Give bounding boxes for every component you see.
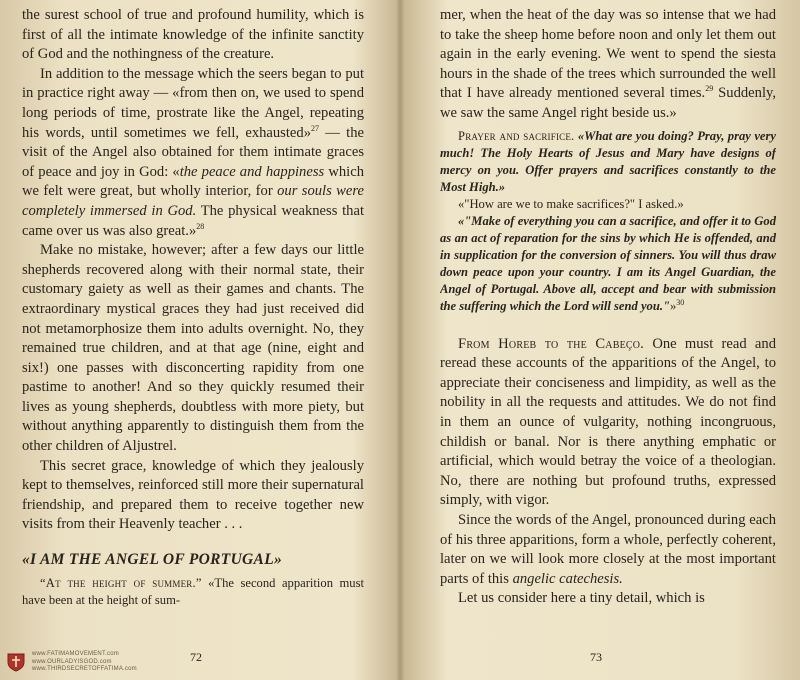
small-caps-lead: “At the height of summer.” [40,576,202,591]
footer-url[interactable]: www.OURLADYISGOD.com [32,658,112,665]
footer-url[interactable]: www.THIRDSECRETOFFATIMA.com [32,666,137,672]
paragraph [440,511,776,589]
paragraph: This secret grace, knowledge of which they jealously kept to themselves, reinforced still more their supernatural friendship, and prepared them to receive together new visits from their Heavenly teacher . . . [22,457,364,533]
paragraph: Make no mistake, however; after a few days our little shepherds recovered along with their normal state, their customary gaiety as well as their games and chants. The extraordinary mystical graces they had just received did not metamorphosize them into adults overnight. No, they remained true children, and at that age (nine, eight and six!) one passes with disconcerting rapidity from one pastime to another! And so they quickly resumed their lives as young shepherds, doubtless with more piety, but without anything apparently to distinguish them from the other children of Aljustrel. [22,242,364,455]
italic-text: our souls were completely immersed in God. [22,183,364,219]
paragraph [440,213,776,315]
text-run: One must read and reread these accounts of the apparitions of the Angel, to appreciate their conciseness and limpidity, as well as the nobility in all the requests and attitudes. We do not find in them an ounce of vulgarity, nothing incongruous, childish or banal. Nor is there anything emphatic or artificial, which would betray the voice of a theologian. No, there are nothing but profound truths, expressed simply, with vigor. [440,335,776,509]
paragraph [22,65,364,241]
small-caps-lead: Prayer and sacrifice. [458,128,575,143]
footnote-ref: 29 [705,84,714,94]
small-caps-lead: From Horeb to the Cabeço. [458,335,645,352]
paragraph [22,575,364,609]
text-run: » [669,298,677,313]
footer-url[interactable]: www.FATIMAMOVEMENT.com [32,651,119,657]
paragraph: «"How are we to make sacrifices?" I asked.» [458,196,684,211]
italic-text: the peace and happiness [179,163,325,180]
bold-italic-text: «"Make of everything you can a sacrifice, and offer it to God as an act of reparation for the sins by which He is offended, and in supplication for the conversion of sinners. You will thus draw down peace upon your country. I am its Angel Guardian, the Angel of Portugal. Above all, accept and bear with submission the suffering which the Lord will send you." [440,213,776,313]
text-run: mer, when the heat of the day was so intense that we had to take the sheep home before noon and only let them out again in the early evening. We went to spend the siesta hours in the shade of the trees which surrounded the well that I have already mentioned several times. [440,7,776,102]
text-run: Suddenly, we saw the same Angel right beside us.» [440,85,776,121]
text-run: — the visit of the Angel also obtained for them intimate graces of peace and joy in God: « [22,124,364,180]
footer-urls [32,651,137,674]
text-run: Since the words of the Angel, pronounced during each of his three apparitions, form a whole, perfectly coherent, later on we will look more closely at the most important parts of this [440,511,776,587]
bold-italic-text: «What are you doing? Pray, pray very much! The Holy Hearts of Jesus and Mary have designs of mercy on you. Offer prayers and sacrifices constantly to the Most High.» [440,128,776,194]
paragraph: Let us consider here a tiny detail, which is [458,590,705,607]
italic-text: angelic catechesis. [512,570,623,587]
footnote-ref: 28 [196,221,205,231]
paragraph [440,128,776,196]
text-run: In addition to the message which the seers began to put in practice right away — «from then on, we used to spend long periods of time, prostrate like the Angel, repeating his words, until sometimes we fell, exhausted» [22,65,364,141]
footnote-ref: 30 [676,297,685,307]
text-run: «The second apparition must have been at the height of sum- [22,576,364,608]
page-number-left: 72 [190,650,202,664]
page-number-right: 73 [590,650,602,664]
right-page [440,6,776,676]
text-run: The physical weakness that came over us was also great.» [22,202,364,239]
paragraph: the surest school of true and profound humility, which is first of all the intimate knowledge of the infinite sanctity of God and the nothingness of the creature. [22,7,364,63]
section-heading: «I AM THE ANGEL OF PORTUGAL» [22,551,283,569]
paragraph [440,335,776,511]
left-page [22,6,364,676]
shield-logo-icon [6,652,26,672]
footnote-ref: 27 [311,123,319,133]
text-run: which we felt were great, but wholly interior, for [22,163,364,200]
paragraph [440,6,776,124]
